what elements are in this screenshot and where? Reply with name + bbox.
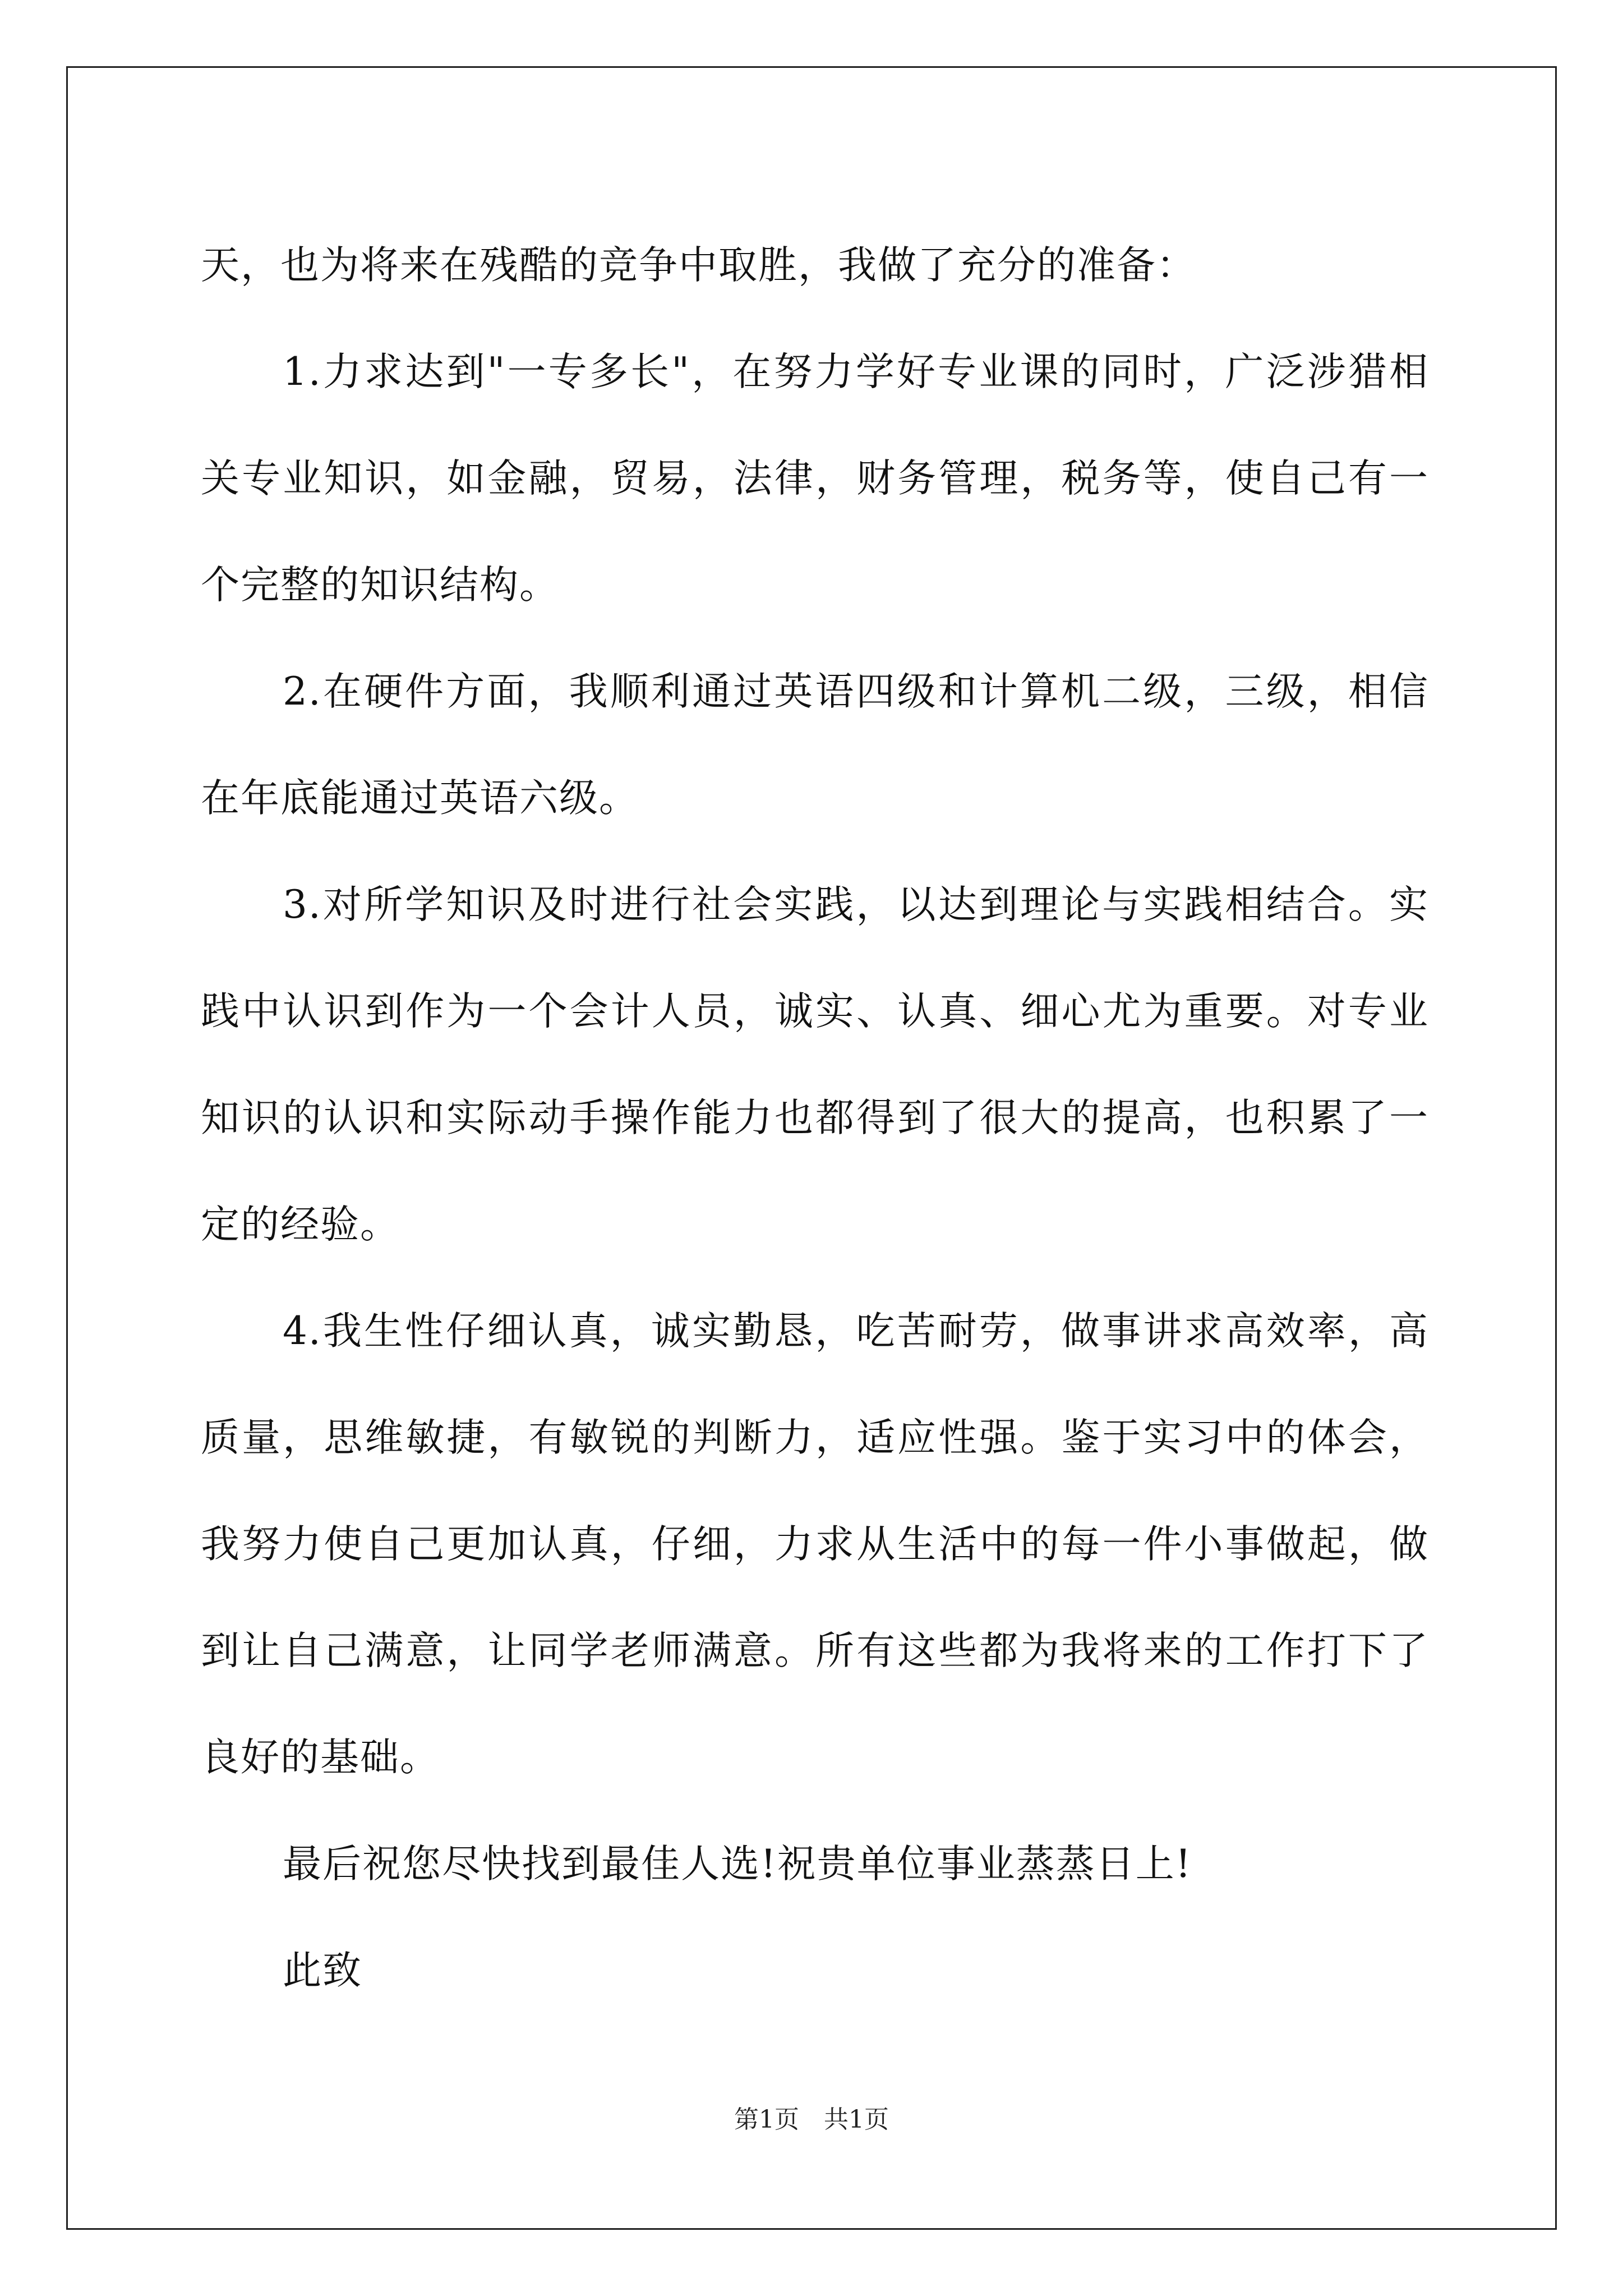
text-line: 关专业知识，如金融，贸易，法律，财务管理，税务等，使自己有一 — [201, 456, 1429, 501]
salutation: 此致 — [283, 1948, 362, 1993]
page-number-footer: 第1页 共1页 — [734, 2105, 889, 2134]
text-line: 个完整的知识结构。 — [201, 563, 559, 608]
document-body — [201, 212, 1429, 2024]
paragraph-1-line: 1.力求达到"一专多长"，在努力学好专业课的同时，广泛涉猎相 — [283, 349, 1429, 394]
paragraph-2-line: 2.在硬件方面，我顺利通过英语四级和计算机二级，三级，相信 — [283, 669, 1429, 714]
text-line: 践中认识到作为一个会计人员，诚实、认真、细心尤为重要。对专业 — [201, 989, 1429, 1034]
text-line: 良好的基础。 — [201, 1735, 440, 1780]
text-line: 在年底能通过英语六级。 — [201, 776, 639, 821]
paragraph-4-line: 4.我生性仔细认真，诚实勤恳，吃苦耐劳，做事讲求高效率，高 — [283, 1309, 1429, 1354]
text-line: 到让自己满意，让同学老师满意。所有这些都为我将来的工作打下了 — [201, 1628, 1429, 1673]
text-line: 我努力使自己更加认真，仔细，力求从生活中的每一件小事做起，做 — [201, 1522, 1429, 1567]
paragraph-3-line: 3.对所学知识及时进行社会实践，以达到理论与实践相结合。实 — [283, 882, 1429, 927]
closing-wish: 最后祝您尽快找到最佳人选!祝贵单位事业蒸蒸日上! — [283, 1842, 1192, 1887]
text-line: 定的经验。 — [201, 1202, 400, 1247]
text-line: 知识的认识和实际动手操作能力也都得到了很大的提高，也积累了一 — [201, 1096, 1429, 1140]
text-line: 天，也为将来在残酷的竞争中取胜，我做了充分的准备： — [201, 243, 1196, 288]
text-line: 质量，思维敏捷，有敏锐的判断力，适应性强。鉴于实习中的体会， — [201, 1415, 1429, 1460]
